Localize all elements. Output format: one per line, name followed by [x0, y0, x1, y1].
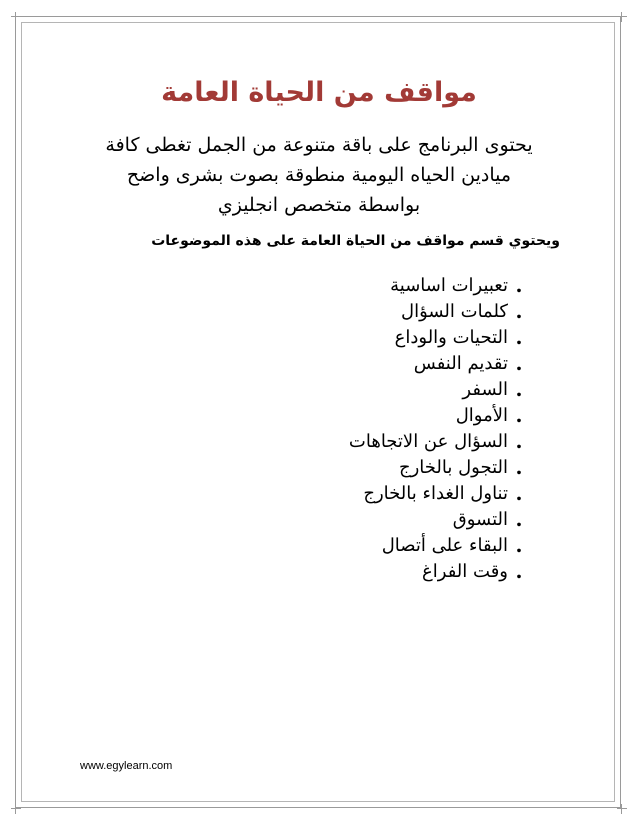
topic-label: السفر — [462, 378, 508, 400]
bullet-dot: . — [515, 377, 523, 401]
list-item — [200, 272, 530, 298]
topic-label: كلمات السؤال — [400, 300, 508, 322]
bullet-dot: . — [515, 429, 523, 453]
bullet-dot: . — [515, 481, 523, 505]
intro-paragraph — [70, 130, 568, 220]
topic-label: السؤال عن الاتجاهات — [348, 430, 508, 452]
bullet-dot: . — [515, 533, 523, 557]
topics-list — [200, 272, 530, 584]
list-item — [200, 558, 530, 584]
corner-ornament-top-right — [614, 9, 630, 25]
bullet-dot: . — [515, 507, 523, 531]
topic-label: تناول الغداء بالخارج — [363, 482, 508, 504]
list-item — [200, 454, 530, 480]
topic-label: التسوق — [452, 508, 508, 530]
intro-line: يحتوى البرنامج على باقة متنوعة من الجمل تغطى كافة — [105, 134, 533, 156]
list-item — [200, 324, 530, 350]
intro-line: بواسطة متخصص انجليزي — [217, 194, 421, 216]
list-item — [200, 298, 530, 324]
bullet-dot: . — [515, 559, 523, 583]
corner-ornament-bottom-left — [8, 801, 24, 817]
page-title: مواقف من الحياة العامة — [161, 77, 477, 108]
intro-line: ميادين الحياه اليومية منطوقة بصوت بشرى واضح — [126, 164, 512, 186]
bullet-dot: . — [515, 351, 523, 375]
list-item — [200, 402, 530, 428]
bullet-dot: . — [515, 273, 523, 297]
topic-label: تقديم النفس — [413, 352, 508, 374]
topic-label: البقاء على أتصال — [381, 534, 508, 556]
list-item — [200, 506, 530, 532]
topic-label: وقت الفراغ — [422, 560, 508, 582]
topic-label: تعبيرات اساسية — [390, 274, 508, 296]
topic-label: التحيات والوداع — [394, 326, 508, 348]
corner-ornament-bottom-right — [614, 801, 630, 817]
bullet-dot: . — [515, 299, 523, 323]
list-item — [200, 480, 530, 506]
bullet-dot: . — [515, 325, 523, 349]
topic-label: التجول بالخارج — [398, 456, 508, 478]
section-subheading: ويحتوي قسم مواقف من الحياة العامة على هذه الموضوعات — [151, 233, 560, 249]
list-item — [200, 350, 530, 376]
bullet-dot: . — [515, 403, 523, 427]
footer-website: www.egylearn.com — [80, 760, 173, 772]
topic-label: الأموال — [455, 404, 508, 426]
list-item — [200, 376, 530, 402]
bullet-dot: . — [515, 455, 523, 479]
list-item — [200, 532, 530, 558]
corner-ornament-top-left — [8, 9, 24, 25]
list-item — [200, 428, 530, 454]
